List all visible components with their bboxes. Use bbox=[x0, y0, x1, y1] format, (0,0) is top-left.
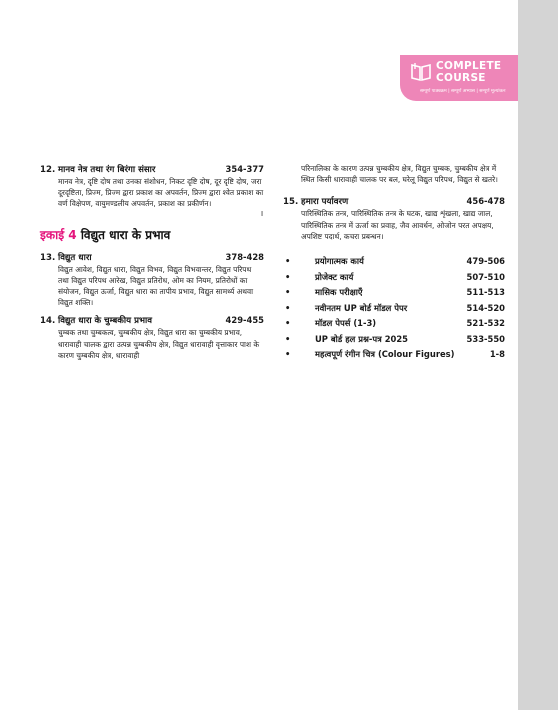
brand-line-2: COURSE bbox=[436, 72, 486, 84]
toc-entry-13 bbox=[40, 251, 264, 309]
chapter-title: विद्युत धारा के चुम्बकीय प्रभाव bbox=[58, 316, 153, 327]
open-book-icon bbox=[410, 61, 432, 83]
bullet-icon: • bbox=[285, 256, 291, 267]
bullet-icon: • bbox=[285, 271, 291, 282]
chapter-number: 12. bbox=[40, 165, 56, 175]
toc-left-column bbox=[40, 163, 264, 361]
chapter-topics: मानव नेत्र, दृष्टि दोष तथा उनका संशोधन, निकट दृष्टि दोष, दूर दृष्टि दोष, जरा दूरदृष्टिता, प्रिज्म, प्रिज्म द्वारा प्रकाश का अपवर्तन, प्रिज्म द्वारा श्वेत प्रकाश का वर्ण विक्षेपण, वायुमण्डलीय अपवर्तन, प्रकाश का प्रकीर्णन। bbox=[58, 177, 264, 209]
margin-marker: I bbox=[261, 210, 264, 218]
list-item-pages: 521-532 bbox=[466, 318, 505, 329]
unit-name: विद्युत धारा के प्रभाव bbox=[80, 227, 171, 242]
chapter-topics: विद्युत आवेश, विद्युत धारा, विद्युत विभव, विद्युत विभवान्तर, विद्युत परिपथ तथा विद्युत परिपथ आरेख, विद्युत प्रतिरोध, ओम का नियम, प्रतिरोधों का संयोजन, विद्युत ऊर्जा, विद्युत धारा का तापीय प्रभाव, विद्युत सामर्थ्य अथवा विद्युत शक्ति। bbox=[58, 264, 253, 308]
chapter-pages: 378-428 bbox=[225, 251, 264, 262]
brand-tagline: सम्पूर्ण पाठ्यक्रम | सम्पूर्ण अभ्यास | सम्पूर्ण मूल्यांकन bbox=[420, 89, 506, 94]
toc-right-column bbox=[283, 163, 505, 365]
bullet-icon: • bbox=[285, 349, 291, 360]
chapter-pages: 429-455 bbox=[225, 315, 264, 326]
bullet-icon: • bbox=[285, 318, 291, 329]
list-item-pages: 479-506 bbox=[466, 256, 505, 267]
toc-entry-15 bbox=[283, 195, 505, 242]
list-item bbox=[283, 272, 505, 288]
list-item-pages: 511-513 bbox=[466, 287, 505, 298]
bullet-icon: • bbox=[285, 302, 291, 313]
list-item-label: नवीनतम UP बोर्ड मॉडल पेपर bbox=[315, 302, 408, 313]
complete-course-badge bbox=[400, 55, 518, 101]
list-item-label: प्रोजेक्ट कार्य bbox=[315, 271, 354, 282]
chapter-number: 14. bbox=[40, 316, 56, 327]
chapter-title: मानव नेत्र तथा रंग बिरंगा संसार bbox=[58, 165, 156, 175]
list-item bbox=[283, 334, 505, 350]
list-item-label: मॉडल पेपर्स (1-3) bbox=[315, 318, 377, 329]
list-item-label: महत्वपूर्ण रंगीन चित्र (Colour Figures) bbox=[315, 349, 455, 360]
list-item-pages: 507-510 bbox=[466, 271, 505, 282]
toc-entry-14 bbox=[40, 314, 264, 361]
extra-sections-list bbox=[283, 256, 505, 365]
list-item bbox=[283, 318, 505, 334]
list-item-label: प्रयोगात्मक कार्य bbox=[315, 256, 364, 267]
chapter-pages: 456-478 bbox=[466, 196, 505, 207]
chapter-topics: चुम्बक तथा चुम्बकत्व, चुम्बकीय क्षेत्र, विद्युत धारा का चुम्बकीय प्रभाव, धारावाही चालक द्वारा उत्पन्न चुम्बकीय क्षेत्र, विद्युत धारावाही वृत्ताकार पाश के कारण चुम्बकीय क्षेत्र, धारावाही bbox=[58, 328, 260, 360]
list-item-pages: 514-520 bbox=[466, 302, 505, 313]
list-item bbox=[283, 287, 505, 303]
bullet-icon: • bbox=[285, 287, 291, 298]
chapter-title: हमारा पर्यावरण bbox=[301, 197, 349, 208]
list-item bbox=[283, 303, 505, 319]
chapter-number: 13. bbox=[40, 252, 56, 263]
list-item-label: UP बोर्ड हल प्रश्न-पत्र 2025 bbox=[315, 333, 409, 344]
page-margin-strip bbox=[518, 0, 558, 710]
unit-label: इकाई 4 bbox=[40, 227, 77, 242]
list-item bbox=[283, 349, 505, 365]
chapter-14-topics-continued: परिनालिका के कारण उत्पन्न चुम्बकीय क्षेत्र, विद्युत चुम्बक, चुम्बकीय क्षेत्र में स्थित किसी धारावाही चालक पर बल, घरेलू विद्युत परिपथ, विद्युत से खतरे। bbox=[301, 164, 498, 185]
list-item bbox=[283, 256, 505, 272]
chapter-title: विद्युत धारा bbox=[58, 252, 92, 263]
toc-entry-12 bbox=[40, 163, 264, 218]
brand-line-1: COMPLETE bbox=[436, 60, 502, 72]
bullet-icon: • bbox=[285, 333, 291, 344]
list-item-pages: 533-550 bbox=[466, 333, 505, 344]
chapter-topics: पारिस्थितिक तन्त्र, पारिस्थितिक तन्त्र के घटक, खाद्य शृंखला, खाद्य जाल, पारिस्थितिक तन्त्र में ऊर्जा का प्रवाह, जैव आवर्धन, ओजोन परत अपक्षय, अपशिष्ट पदार्थ, कचरा प्रबन्धन। bbox=[301, 209, 494, 241]
list-item-label: मासिक परीक्षाएँ bbox=[315, 287, 363, 298]
chapter-pages: 354-377 bbox=[225, 164, 264, 174]
unit-heading bbox=[40, 226, 264, 243]
list-item-pages: 1-8 bbox=[489, 349, 505, 360]
chapter-number: 15. bbox=[283, 197, 299, 208]
